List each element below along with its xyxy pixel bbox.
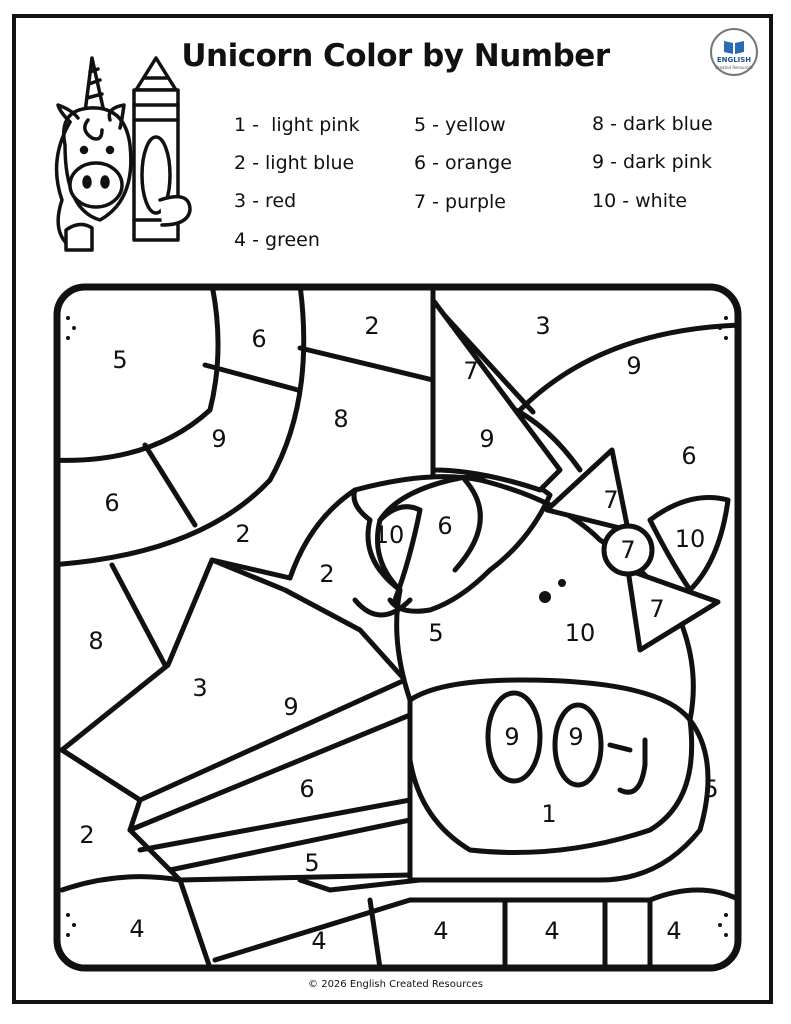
region-number: 9: [504, 723, 520, 751]
color-key-item: 4 - green: [234, 229, 320, 251]
color-key-item: 6 - orange: [414, 152, 512, 174]
region-number: 5: [703, 775, 719, 803]
region-number: 9: [283, 693, 299, 721]
region-number: 6: [437, 512, 453, 540]
region-number: 8: [333, 405, 349, 433]
color-key-item: 9 - dark pink: [592, 151, 712, 173]
region-number: 9: [568, 723, 584, 751]
region-number: 4: [666, 917, 682, 945]
region-number: 4: [433, 917, 449, 945]
region-number: 1: [541, 800, 557, 828]
region-number: 7: [620, 536, 636, 564]
region-number: 8: [88, 627, 104, 655]
region-number: 9: [626, 352, 642, 380]
region-number: 7: [463, 357, 479, 385]
worksheet-title: Unicorn Color by Number: [181, 38, 610, 74]
logo-text: ENGLISH: [716, 56, 752, 64]
color-key-item: 8 - dark blue: [592, 113, 713, 135]
region-number: 6: [681, 442, 697, 470]
logo-subtext: Created Resources: [715, 65, 753, 70]
region-number: 9: [211, 425, 227, 453]
region-number: 2: [364, 312, 380, 340]
region-number: 2: [319, 560, 335, 588]
color-key-item: 2 - light blue: [234, 152, 355, 174]
region-number: 4: [129, 915, 145, 943]
color-key-item: 7 - purple: [414, 191, 506, 213]
color-key-item: 10 - white: [592, 190, 688, 212]
color-key-item: 3 - red: [234, 190, 297, 212]
region-number: 5: [428, 619, 444, 647]
region-number: 4: [311, 927, 327, 955]
region-number: 10: [564, 619, 596, 647]
region-number: 4: [544, 917, 560, 945]
region-number: 5: [304, 849, 320, 877]
region-number: 6: [251, 325, 267, 353]
region-number: 10: [373, 521, 405, 549]
region-number: 9: [479, 425, 495, 453]
region-number: 3: [192, 674, 208, 702]
region-number: 2: [79, 821, 95, 849]
region-number: 2: [235, 520, 251, 548]
region-number: 7: [603, 486, 619, 514]
region-number: 6: [104, 489, 120, 517]
region-number: 10: [674, 525, 706, 553]
color-key-item: 1 - light pink: [234, 114, 360, 136]
region-number: 6: [299, 775, 315, 803]
copyright-footer: © 2026 English Created Resources: [308, 979, 483, 990]
region-number: 7: [649, 595, 665, 623]
region-number: 3: [535, 312, 551, 340]
region-number: 5: [112, 346, 128, 374]
color-key-item: 5 - yellow: [414, 114, 506, 136]
